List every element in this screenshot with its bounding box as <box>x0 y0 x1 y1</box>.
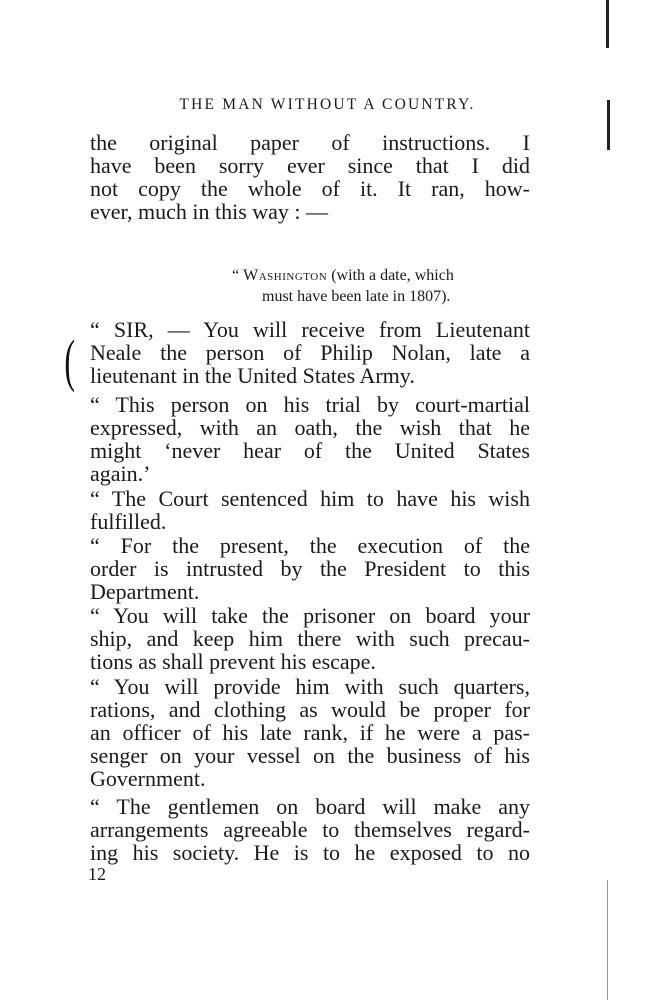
intro-line: ever, much in this way : — <box>90 199 329 225</box>
letter-paragraph <box>90 604 530 673</box>
letter-line: “ This person on his trial by court-martial <box>90 392 530 417</box>
letter-line: fulfilled. <box>90 509 167 535</box>
letter-line: rations, and clothing as would be proper for <box>90 697 530 723</box>
running-head: THE MAN WITHOUT A COUNTRY. <box>179 96 476 113</box>
letter-line: “ The gentlemen on board will make any <box>90 794 530 819</box>
dateline-open-quote: “ <box>232 267 244 284</box>
letter-paragraph <box>90 795 530 864</box>
letter-line: an officer of his late rank, if he were a pas- <box>90 720 530 746</box>
letter-paragraph <box>90 318 530 387</box>
letter-line: “ For the present, the execution of the <box>90 533 530 558</box>
dateline-place: Washington <box>243 267 328 284</box>
letter-dateline <box>232 266 529 308</box>
letter-paragraph <box>90 675 530 790</box>
scan-edge-mark <box>606 0 609 48</box>
letter-line: Government. <box>90 766 206 792</box>
letter-paragraph <box>90 393 530 485</box>
letter-line: Neale the person of Philip Nolan, late a <box>90 340 530 366</box>
intro-line: have been sorry ever since that I did <box>90 153 530 179</box>
intro-paragraph <box>90 131 530 223</box>
letter-line: “ You will provide him with such quarters, <box>90 674 530 699</box>
margin-bracket-mark: ( <box>64 328 75 393</box>
letter-line: arrangements agreeable to themselves regard- <box>90 817 530 843</box>
dateline-note: (with a date, which <box>327 267 454 284</box>
letter-paragraph <box>90 487 530 533</box>
letter-line: might ‘never hear of the United States <box>90 438 530 464</box>
letter-line: ship, and keep him there with such precau- <box>90 626 530 652</box>
letter-line: “ You will take the prisoner on board your <box>90 603 530 628</box>
dateline-line-2: must have been late in 1807). <box>262 287 451 305</box>
letter-line: senger on your vessel on the business of his <box>90 743 530 769</box>
letter-line: “ SIR, — You will receive from Lieutenant <box>90 317 530 342</box>
dateline-line-1 <box>232 266 529 287</box>
letter-line: lieutenant in the United States Army. <box>90 363 415 389</box>
intro-line: not copy the whole of it. It ran, how- <box>90 176 530 202</box>
scan-edge-mark <box>607 880 608 1000</box>
letter-line: tions as shall prevent his escape. <box>90 649 376 675</box>
page-number: 12 <box>88 864 106 884</box>
letter-line: expressed, with an oath, the wish that he <box>90 415 530 441</box>
letter-line: ing his society. He is to he exposed to no <box>90 840 530 866</box>
letter-line: order is intrusted by the President to this <box>90 556 530 582</box>
letter-line: “ The Court sentenced him to have his wish <box>90 486 530 511</box>
intro-line: the original paper of instructions. I <box>90 130 530 155</box>
letter-line: again.’ <box>90 461 151 487</box>
letter-paragraph <box>90 534 530 603</box>
letter-line: Department. <box>90 579 200 605</box>
